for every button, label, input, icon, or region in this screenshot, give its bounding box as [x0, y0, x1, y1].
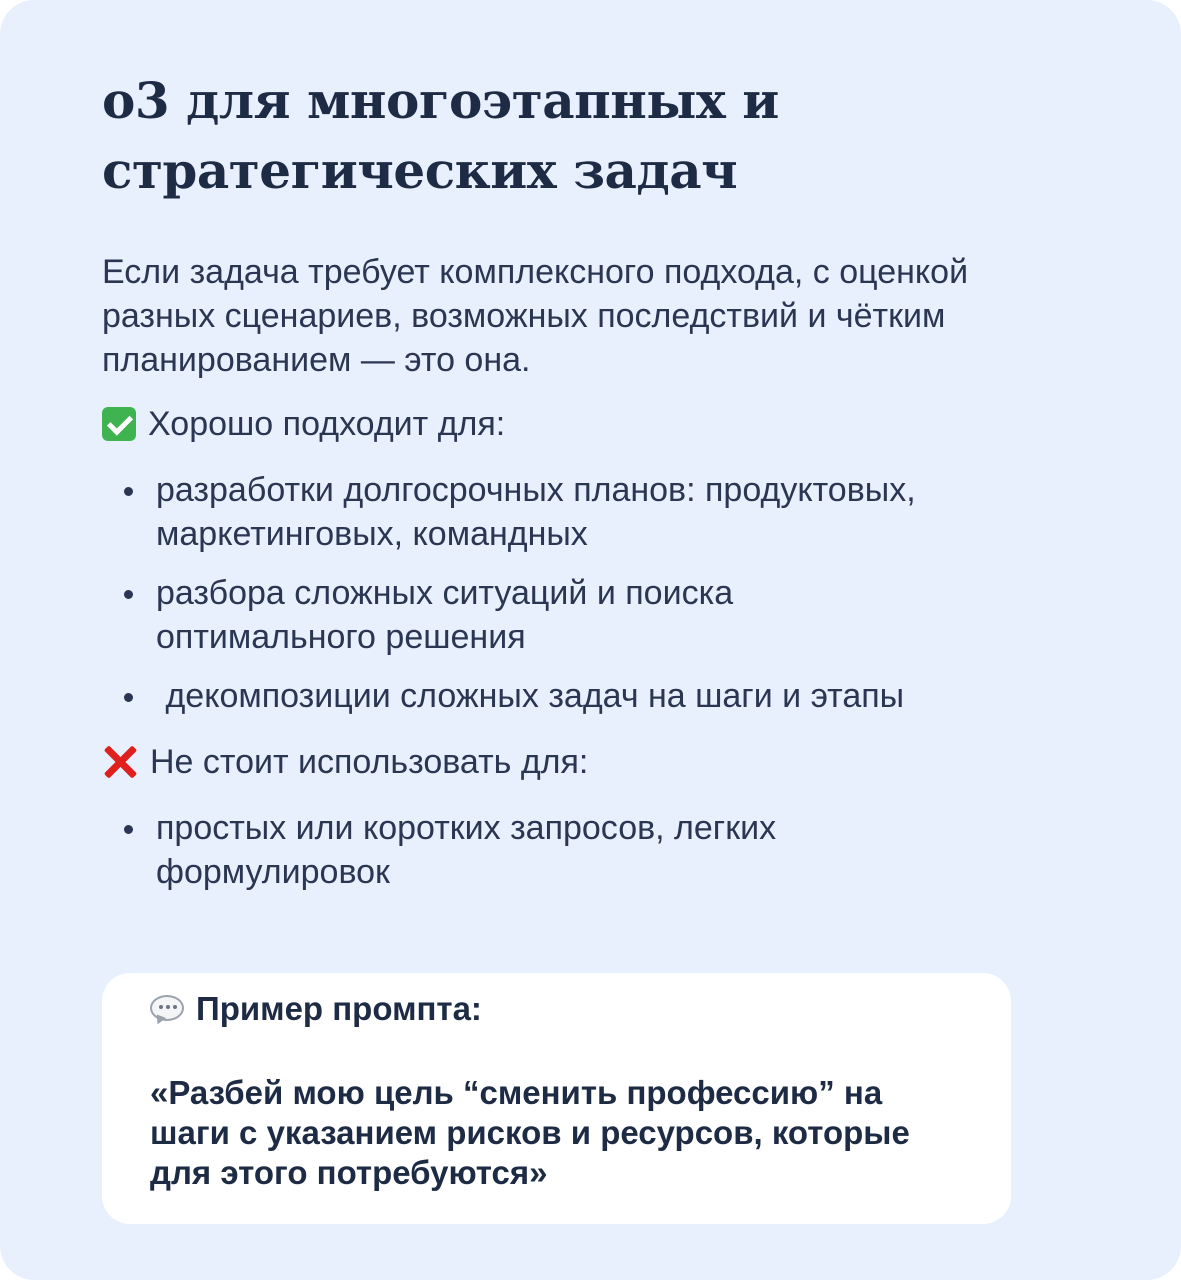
- prompt-example-box: [102, 973, 1011, 1224]
- list-item: разбора сложных ситуаций и поиска оптимального решения: [102, 571, 916, 659]
- prompt-example-text: «Разбей мою цель “сменить профессию” на шаги с указанием рисков и ресурсов, которые для этого потребуются»: [150, 1074, 910, 1191]
- list-item: разработки долгосрочных планов: продуктовых, маркетинговых, командных: [102, 468, 916, 556]
- good-for-list: [102, 468, 1022, 718]
- good-for-heading-label: Хорошо подходит для:: [148, 405, 506, 443]
- slide-title: o3 для многоэтапных и стратегических задач: [102, 71, 779, 200]
- check-mark-icon: [102, 407, 136, 441]
- list-item: декомпозиции сложных задач на шаги и этапы: [102, 674, 916, 718]
- not-for-list: [102, 806, 1022, 894]
- speech-bubble-icon: [150, 995, 186, 1023]
- not-for-heading: [102, 740, 1022, 784]
- list-item: простых или коротких запросов, легких формулировок: [102, 806, 916, 894]
- not-for-heading-label: Не стоит использовать для:: [150, 743, 589, 781]
- slide-content: [102, 66, 1022, 916]
- prompt-example-heading-label: Пример промпта:: [196, 990, 482, 1027]
- cross-mark-icon: [102, 744, 138, 780]
- prompt-example-heading: [150, 987, 971, 1031]
- good-for-heading: [102, 402, 1022, 446]
- lead-paragraph: Если задача требует комплексного подхода, с оценкой разных сценариев, возможных последствий и чётким планированием — это она.: [102, 253, 969, 379]
